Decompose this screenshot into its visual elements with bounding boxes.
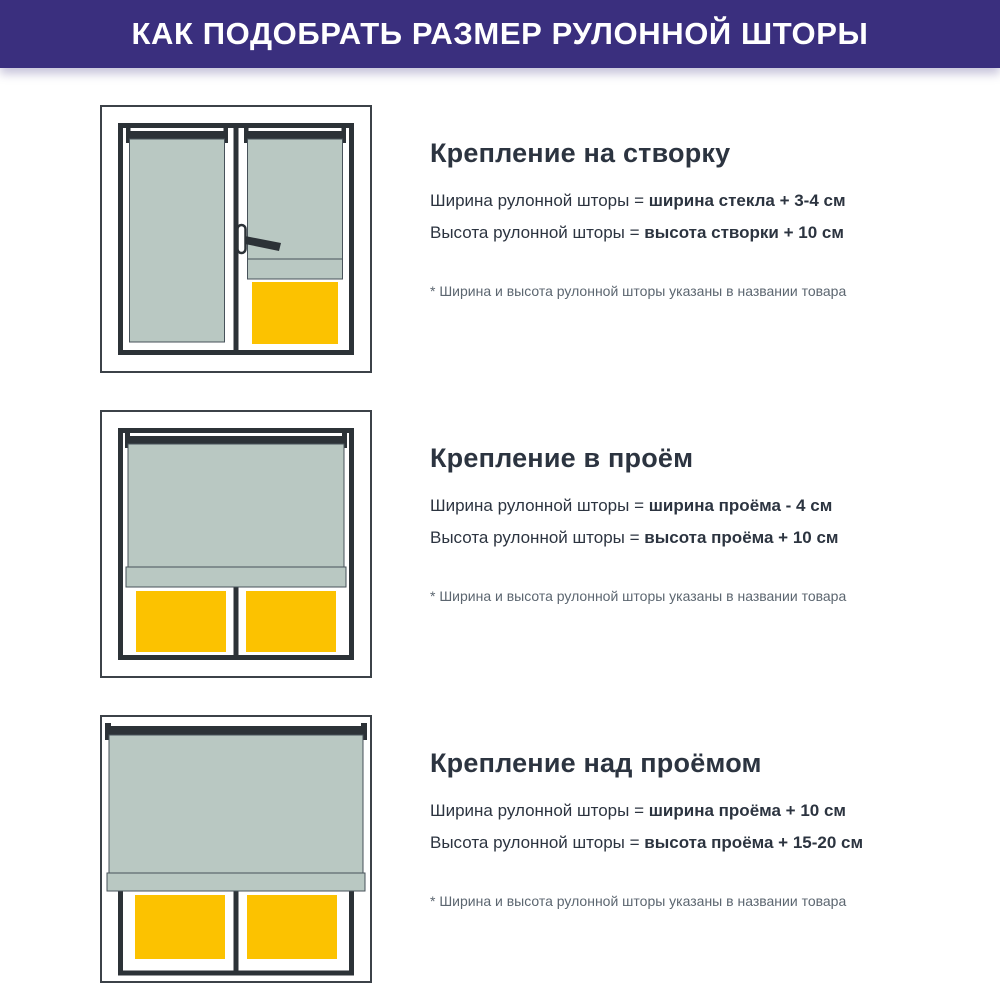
section-mount-in-opening — [0, 410, 1000, 678]
section-title: Крепление в проём — [430, 443, 694, 473]
formula-value: ширина стекла + 3-4 см — [648, 191, 846, 210]
width-formula — [430, 185, 846, 217]
formula-label: Высота рулонной шторы = — [430, 223, 640, 242]
footnote: * Ширина и высота рулонной шторы указаны в названии товара — [430, 283, 847, 299]
section-mount-above-opening — [0, 715, 1000, 983]
formula-label: Ширина рулонной шторы = — [430, 496, 645, 515]
blind-hem — [248, 259, 343, 279]
height-formula — [430, 522, 839, 554]
page-title: КАК ПОДОБРАТЬ РАЗМЕР РУЛОННОЙ ШТОРЫ — [131, 16, 869, 51]
blind-on-sash-illustration — [100, 105, 372, 373]
blind-fabric — [128, 444, 344, 567]
page-header — [0, 0, 1000, 68]
glass-pane — [135, 895, 225, 959]
formula-label: Ширина рулонной шторы = — [430, 801, 645, 820]
height-formula — [430, 827, 863, 859]
roller-bar — [107, 726, 365, 735]
width-formula — [430, 490, 839, 522]
blind-fabric — [109, 735, 363, 873]
formula-label: Ширина рулонной шторы = — [430, 191, 645, 210]
blind-hem — [107, 873, 365, 891]
formula-value: высота проёма + 10 см — [644, 528, 839, 547]
formula-list — [430, 795, 863, 859]
blind-in-opening-illustration — [100, 410, 372, 678]
footnote: * Ширина и высота рулонной шторы указаны в названии товара — [430, 588, 847, 604]
formula-list — [430, 185, 846, 249]
glass-pane — [246, 591, 336, 652]
section-title: Крепление на створку — [430, 138, 731, 168]
formula-value: ширина проёма + 10 см — [648, 801, 846, 820]
glass-pane — [136, 591, 226, 652]
formula-value: ширина проёма - 4 см — [648, 496, 833, 515]
formula-label: Высота рулонной шторы = — [430, 528, 640, 547]
blind-hem — [126, 567, 346, 587]
blind-fabric — [130, 139, 225, 342]
glass-pane — [252, 282, 338, 344]
formula-list — [430, 490, 839, 554]
section-title: Крепление над проёмом — [430, 748, 762, 778]
formula-label: Высота рулонной шторы = — [430, 833, 640, 852]
roller-bar — [245, 131, 345, 139]
glass-pane — [247, 895, 337, 959]
formula-value: высота проёма + 15-20 см — [644, 833, 864, 852]
formula-value: высота створки + 10 см — [644, 223, 844, 242]
height-formula — [430, 217, 846, 249]
section-mount-on-sash — [0, 105, 1000, 373]
roller-bar — [127, 131, 227, 139]
width-formula — [430, 795, 863, 827]
blind-above-opening-illustration — [100, 715, 372, 983]
roller-bar — [126, 436, 346, 444]
footnote: * Ширина и высота рулонной шторы указаны в названии товара — [430, 893, 847, 909]
